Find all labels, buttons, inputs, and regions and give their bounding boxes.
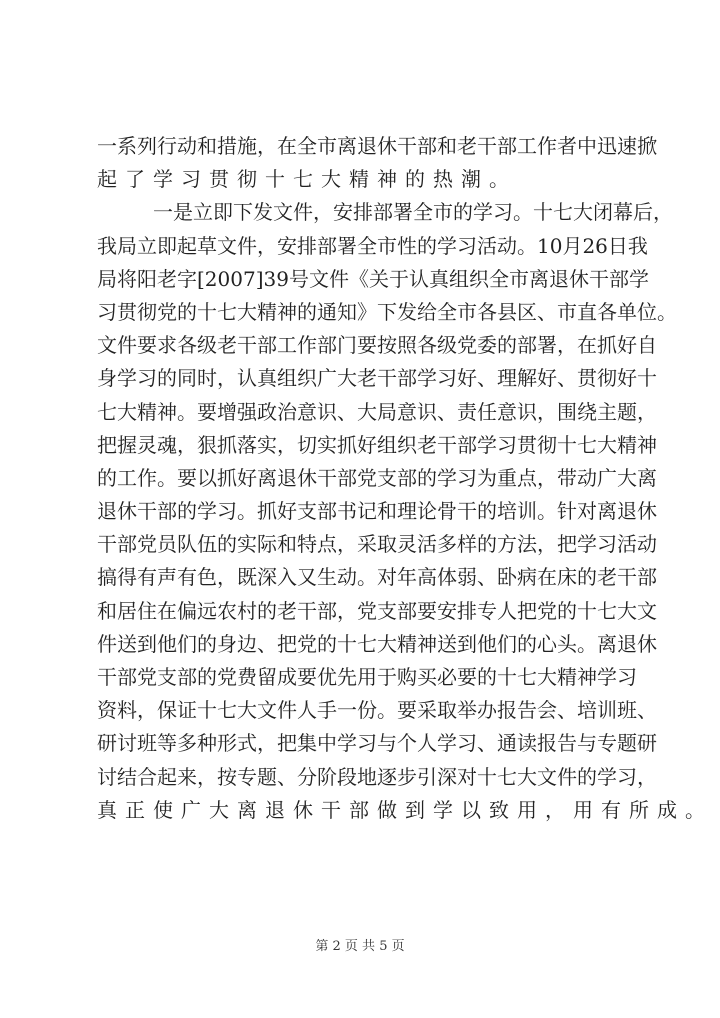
- document-body: [97, 130, 713, 827]
- text-line: 我局立即起草文件，安排部署全市性的学习活动。10月26日我: [97, 233, 648, 258]
- text-line: 习贯彻党的十七大精神的通知》下发给全市各县区、市直各单位。: [97, 299, 677, 324]
- text-line: 七大精神。要增强政治意识、大局意识、责任意识，围绕主题，: [97, 399, 657, 424]
- text-line: 身学习的同时，认真组织广大老干部学习好、理解好、贯彻好十: [97, 366, 657, 391]
- text-line: 干部党员队伍的实际和特点，采取灵活多样的方法，把学习活动: [97, 532, 657, 557]
- text-line: 搞得有声有色，既深入又生动。对年高体弱、卧病在床的老干部: [97, 565, 657, 590]
- text-line: 退休干部的学习。抓好支部书记和理论骨干的培训。针对离退休: [97, 499, 657, 524]
- text-line: 干部党支部的党费留成要优先用于购买必要的十七大精神学习: [97, 665, 637, 689]
- text-line: 文件要求各级老干部工作部门要按照各级党委的部署，在抓好自: [97, 333, 657, 358]
- text-line: 一系列行动和措施，在全市离退休干部和老干部工作者中迅速掀: [97, 134, 657, 158]
- text-line: 研讨班等多种形式，把集中学习与个人学习、通读报告与专题研: [97, 731, 657, 756]
- text-line: 件送到他们的身边、把党的十七大精神送到他们的心头。离退休: [97, 631, 657, 656]
- text-line: 局将阳老字[2007]39号文件《关于认真组织全市离退休干部学: [97, 266, 649, 291]
- text-line: 的工作。要以抓好离退休干部党支部的学习为重点，带动广大离: [97, 465, 657, 490]
- text-line: 起了学习贯彻十七大精神的热潮。: [97, 167, 517, 192]
- text-line: 一是立即下发文件，安排部署全市的学习。十七大闭幕后，: [153, 200, 673, 225]
- text-line: 讨结合起来，按专题、分阶段地逐步引深对十七大文件的学习，: [97, 764, 657, 789]
- text-line: 真正使广大离退休干部做到学以致用，用有所成。: [97, 797, 713, 822]
- text-line: 把握灵魂，狠抓落实，切实抓好组织老干部学习贯彻十七大精神: [97, 432, 657, 457]
- page-number: 第 2 页 共 5 页: [315, 939, 405, 954]
- text-line: 和居住在偏远农村的老干部，党支部要安排专人把党的十七大文: [97, 598, 657, 623]
- text-line: 资料，保证十七大文件人手一份。要采取举办报告会、培训班、: [97, 698, 657, 723]
